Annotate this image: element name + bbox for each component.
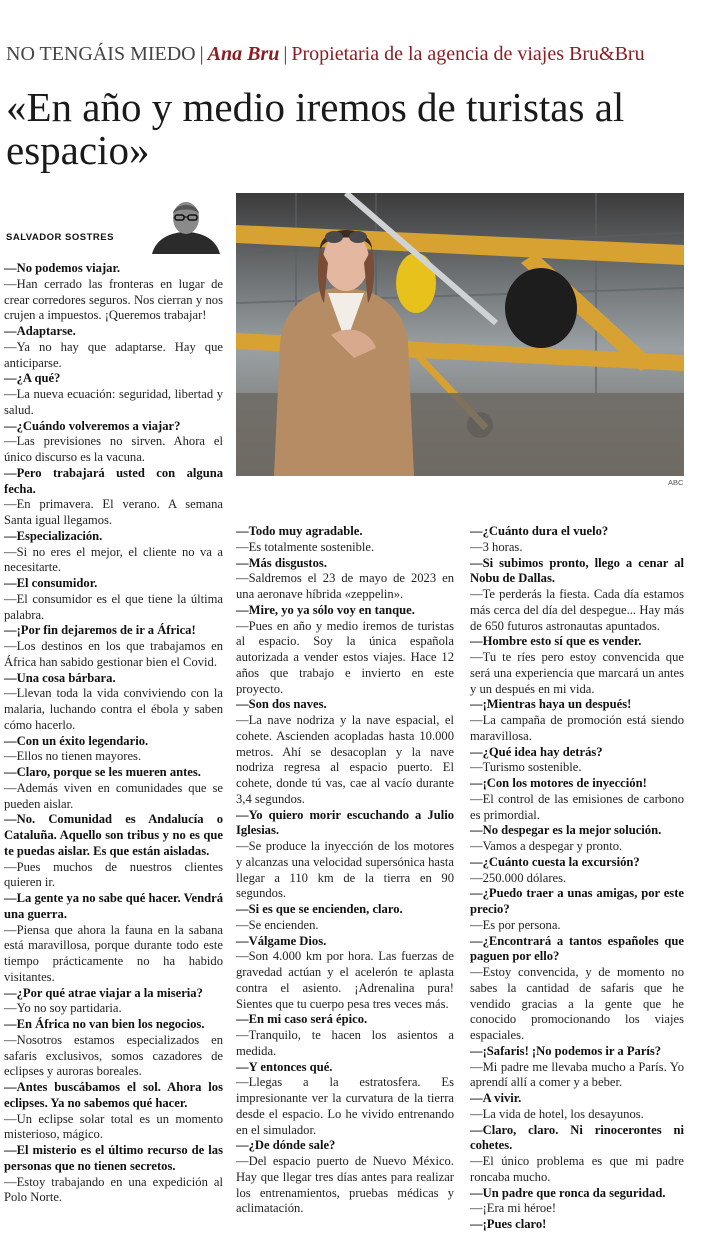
interview-answer: —El consumidor es el que tiene la última palabra.: [4, 591, 223, 622]
interview-answer: —Son 4.000 km por hora. Las fuerzas de gravedad actúan y el acelerón te aplasta contra el asiento. ¡Adrenalina pura! Sientes que tu cuerpo pesa tres veces más.: [236, 949, 454, 1011]
interview-answer: —Mi padre me llevaba mucho a París. Yo aprendí allí a comer y a beber.: [470, 1059, 684, 1090]
interview-question: —¿Por qué atrae viajar a la miseria?: [4, 985, 203, 1000]
interview-answer: —Además viven en comunidades que se pueden aislar.: [4, 780, 223, 811]
interview-question: —En África no van bien los negocios.: [4, 1017, 205, 1031]
interview-question: —Hombre esto sí que es vender.: [470, 634, 642, 649]
interview-question: —Todo muy agradable.: [236, 524, 363, 538]
section-label: NO TENGÁIS MIEDO: [6, 43, 196, 65]
interview-answer: —Un eclipse solar total es un momento misterioso, mágico.: [4, 1111, 223, 1142]
interview-question: —¿De dónde sale?: [236, 1138, 336, 1153]
interview-question: —Una cosa bárbara.: [4, 670, 116, 685]
interview-question: —Antes buscábamos el sol. Ahora los eclipses. Ya no sabemos qué hacer.: [4, 1080, 223, 1110]
interview-question: —Claro, porque se les mueren antes.: [4, 765, 201, 779]
interview-question: —Yo quiero morir escuchando a Julio Iglesias.: [236, 807, 454, 838]
interview-answer: —Han cerrado las fronteras en lugar de crear corredores seguros. Nos cierran y nos crujen a impuestos. ¡Queremos trabajar!: [4, 276, 223, 323]
interviewee-role: Propietaria de la agencia de viajes Bru&Bru: [291, 43, 645, 65]
interview-question: —Claro, claro. Ni rinocerontes ni cohetes.: [470, 1122, 684, 1153]
interview-answer: —Turismo sostenible.: [470, 760, 582, 775]
header-separator-2: |: [283, 43, 288, 65]
interview-question: —Si subimos pronto, llego a cenar al Nobu de Dallas.: [470, 555, 684, 586]
interview-question: —Pero trabajará usted con alguna fecha.: [4, 465, 223, 496]
interview-question: —¿Cuánto dura el vuelo?: [470, 524, 609, 538]
interview-question: —Mire, yo ya sólo voy en tanque.: [236, 602, 415, 617]
interview-answer: —Las previsiones no sirven. Ahora el único discurso es la vacuna.: [4, 434, 223, 464]
interview-column-2: [236, 524, 454, 1217]
interview-answer: —Llevan toda la vida conviviendo con la malaria, luchando contra el ébola y saben cómo hacerlo.: [4, 686, 223, 732]
interview-answer: —Del espacio puerto de Nuevo México. Hay que llegar tres días antes para realizar los entrenamientos, pruebas médicas y aclimatación.: [236, 1154, 454, 1216]
interview-answer: —Se encienden.: [236, 917, 319, 932]
interview-question: —Con un éxito legendario.: [4, 733, 149, 748]
interview-answer: —Si no eres el mejor, el cliente no va a necesitarte.: [4, 544, 223, 575]
interview-answer: —Llegas a la estratosfera. Es impresionante ver la curvatura de la tierra desde el espacio. Lo he vivido entrenando en el simulador.: [236, 1075, 454, 1137]
interview-question: —A vivir.: [470, 1091, 522, 1105]
photo-credit: ABC: [668, 478, 684, 487]
interview-question: —El misterio es el último recurso de las personas que no tienen secretos.: [4, 1143, 223, 1173]
interview-answer: —¡Era mi héroe!: [470, 1201, 557, 1216]
interview-answer: —Ellos no tienen mayores.: [4, 749, 142, 764]
interview-answer: —Saldremos el 23 de mayo de 2023 en una aeronave híbrida «zeppelin».: [236, 571, 454, 601]
interview-answer: —El control de las emisiones de carbono es primordial.: [470, 791, 684, 822]
interview-answer: —Pues en año y medio iremos de turistas al espacio. Soy la única española autorizada a vender estos viajes. Hace 12 años que trabajo e invierto en este proyecto.: [236, 618, 454, 696]
interview-answer: —La vida de hotel, los desayunos.: [470, 1106, 644, 1121]
interview-question: —Válgame Dios.: [236, 933, 327, 948]
interview-answer: —Te perderás la fiesta. Cada día estamos más cerca del día del despegue... Hay más de 650 futuros astronautas apuntados.: [470, 587, 684, 633]
interview-column-1: [4, 261, 223, 1206]
interview-answer: —Piensa que ahora la fauna en la sabana está maravillosa, porque durante todo este tiempo prácticamente no ha habido visitantes.: [4, 922, 223, 984]
interview-answer: —La campaña de promoción está siendo maravillosa.: [470, 713, 684, 743]
interview-question: —Especialización.: [4, 528, 103, 543]
interview-answer: —Estoy trabajando en una expedición al Polo Norte.: [4, 1174, 223, 1205]
byline: SALVADOR SOSTRES: [6, 232, 114, 243]
interview-question: —¿Puedo traer a unas amigas, por este precio?: [470, 886, 684, 916]
interview-answer: —Ya no hay que adaptarse. Hay que anticiparse.: [4, 339, 223, 370]
interview-answer: —Los destinos en los que trabajamos en África han sabido gestionar bien el Covid.: [4, 639, 223, 669]
interview-answer: —La nueva ecuación: seguridad, libertad y salud.: [4, 387, 223, 417]
interview-answer: —Es por persona.: [470, 917, 561, 932]
interview-question: —¿Cuándo volveremos a viajar?: [4, 418, 181, 433]
interview-question: —¡Con los motores de inyección!: [470, 776, 647, 790]
interview-question: —No podemos viajar.: [4, 261, 121, 275]
interviewee-name: Ana Bru: [207, 43, 280, 65]
interview-column-3: [470, 524, 684, 1233]
interview-question: —¿Qué idea hay detrás?: [470, 744, 603, 759]
interview-answer: —En primavera. El verano. A semana Santa igual llegamos.: [4, 497, 223, 527]
author-portrait: [146, 196, 226, 254]
interview-answer: —3 horas.: [470, 539, 523, 554]
interview-answer: —Tu te ríes pero estoy convencida que será una experiencia que marcará un antes y un después en mi vida.: [470, 650, 684, 696]
interview-answer: —El único problema es que mi padre roncaba mucho.: [470, 1154, 684, 1184]
interview-question: —¡Pues claro!: [470, 1217, 547, 1231]
article-header: [6, 43, 706, 66]
interview-question: —¿Cuánto cuesta la excursión?: [470, 854, 640, 869]
interview-question: —Más disgustos.: [236, 555, 327, 570]
interview-answer: —Estoy convencida, y de momento no sabes la cantidad de safaris que he vendido gracias a la gente que he conocido promocionando los viajes espaciales.: [470, 965, 684, 1042]
interviewee-photo: [236, 193, 684, 476]
interview-question: —¿Encontrará a tantos españoles que paguen por ello?: [470, 933, 684, 964]
interview-question: —Si es que se encienden, claro.: [236, 902, 403, 916]
interview-answer: —Es totalmente sostenible.: [236, 539, 375, 554]
headline: «En año y medio iremos de turistas al espacio»: [6, 84, 625, 173]
interview-answer: —La nave nodriza y la nave espacial, el cohete. Ascienden acopladas hasta 10.000 metros. Ahí se desacoplan y la nave nodriza regresa al espacio puerto. El cohete, donde tú vas, cae al vacío durante 3,4 segundos.: [236, 713, 454, 806]
interview-question: —En mi caso será épico.: [236, 1012, 368, 1027]
interview-question: —Adaptarse.: [4, 324, 76, 338]
interview-answer: —250.000 dólares.: [470, 870, 567, 885]
interview-question: —¡Safaris! ¡No podemos ir a París?: [470, 1043, 662, 1058]
interview-question: —¿A qué?: [4, 371, 61, 386]
interview-question: —La gente ya no sabe qué hacer. Vendrá una guerra.: [4, 891, 223, 921]
interview-answer: —Pues muchos de nuestros clientes quieren ir.: [4, 859, 223, 890]
interview-answer: —Yo no soy partidaria.: [4, 1001, 122, 1016]
interview-answer: —Se produce la inyección de los motores y alcanzas una velocidad supersónica hasta llegar a 110 km de la tierra en 90 segundos.: [236, 839, 454, 901]
interview-question: —¡Por fin dejaremos de ir a África!: [4, 623, 196, 638]
interview-answer: —Tranquilo, te hacen los asientos a medida.: [236, 1028, 454, 1058]
interview-question: —Son dos naves.: [236, 697, 327, 712]
interview-question: —Un padre que ronca da seguridad.: [470, 1185, 666, 1200]
interview-question: —Y entonces qué.: [236, 1059, 333, 1074]
interview-answer: —Vamos a despegar y pronto.: [470, 839, 623, 853]
interview-answer: —Nosotros estamos especializados en safaris exclusivos, somos cazadores de eclipses y auroras boreales.: [4, 1032, 223, 1079]
interview-question: —No despegar es la mejor solución.: [470, 823, 662, 838]
interview-question: —¡Mientras haya un después!: [470, 697, 632, 712]
interview-question: —El consumidor.: [4, 576, 98, 590]
interview-question: —No. Comunidad es Andalucía o Cataluña. Aquello son tribus y no es que te puedas aislar. Es que están aisladas.: [4, 812, 223, 858]
header-separator: |: [199, 43, 204, 65]
